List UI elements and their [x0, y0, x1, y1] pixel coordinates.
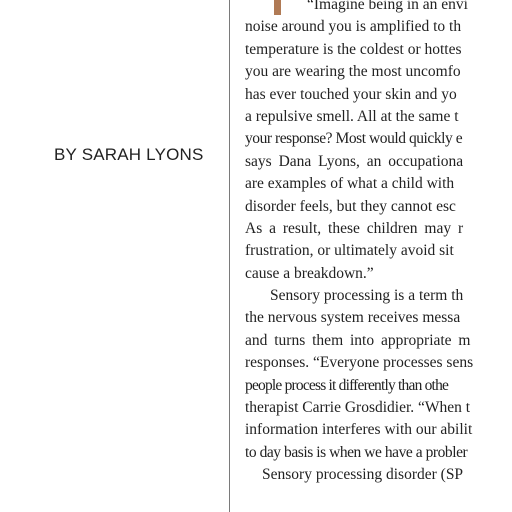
body-line: As a result, these children may r — [245, 219, 464, 237]
body-line: frustration, or ultimately avoid sit — [245, 242, 454, 260]
body-line: therapist Carrie Grosdidier. “When t — [245, 399, 471, 417]
body-line: are examples of what a child with — [245, 175, 455, 193]
article-body — [245, 0, 512, 487]
body-line: and turns them into appropriate m — [245, 331, 471, 349]
body-line: disorder feels, but they cannot esc — [245, 197, 456, 215]
body-line: noise around you is amplified to th — [245, 18, 462, 36]
body-line: you are wearing the most uncomfo — [245, 63, 461, 81]
body-line: “Imagine being in an envi — [307, 0, 468, 13]
body-line: your response? Most would quickly e — [245, 130, 463, 148]
body-line: says Dana Lyons, an occupationa — [245, 152, 464, 170]
body-line: the nervous system receives messa — [245, 309, 461, 327]
body-line: responses. “Everyone processes sens — [245, 354, 474, 372]
byline: BY SARAH LYONS — [54, 145, 204, 164]
body-line: cause a breakdown.” — [245, 264, 374, 282]
body-line: a repulsive smell. All at the same t — [245, 107, 459, 125]
body-line: has ever touched your skin and yo — [245, 85, 457, 103]
body-line: to day basis is when we have a probler — [245, 443, 468, 461]
body-line: people process it differently than othe — [245, 376, 449, 394]
body-line: Sensory processing disorder (SP — [262, 466, 464, 484]
column-divider — [229, 0, 230, 512]
body-line: temperature is the coldest or hottes — [245, 40, 462, 58]
body-line: Sensory processing is a term th — [270, 287, 464, 305]
body-line: information interferes with our abilit — [245, 421, 473, 439]
